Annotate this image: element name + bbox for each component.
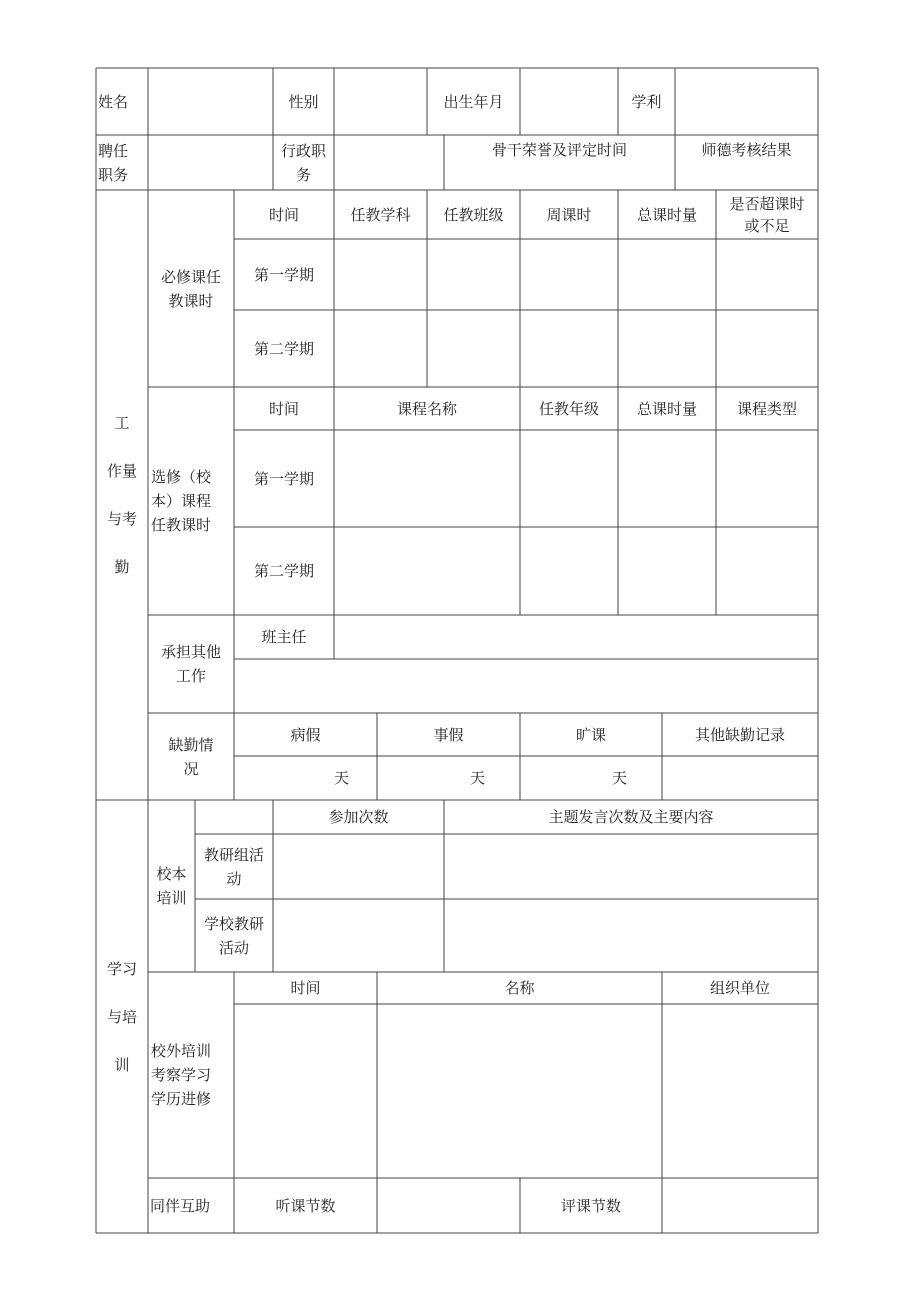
other-work-label: 承担其他 工作 [160, 643, 221, 685]
absence-header-truancy: 旷课 [575, 725, 606, 744]
head-teacher-value-cell[interactable] [335, 616, 817, 658]
gender-label: 性别 [288, 92, 319, 111]
post-value-cell[interactable] [149, 136, 272, 189]
required-row-term2: 第二学期 [253, 339, 314, 358]
subject-value-cell[interactable] [676, 69, 817, 134]
required-header-overtime: 是否超课时 或不足 [729, 194, 805, 235]
elective-header-time: 时间 [268, 399, 299, 418]
subject-label: 学利 [631, 92, 662, 111]
elective-header-total: 总课时量 [636, 399, 697, 418]
honor-label: 骨干荣誉及评定时间 [491, 141, 627, 159]
school-header-content: 主题发言次数及主要内容 [548, 808, 714, 826]
school-row-group: 教研组活 动 [203, 845, 264, 888]
required-row-term1: 第一学期 [253, 265, 314, 284]
name-value-cell[interactable] [149, 69, 272, 134]
external-training-label: 校外培训 考察学习 学历进修 [151, 1042, 212, 1108]
elective-course-label: 选修（校 本）课程 任教课时 [151, 468, 212, 534]
peer-label: 同伴互助 [150, 1196, 211, 1215]
gender-value-cell[interactable] [335, 69, 426, 134]
school-row-research: 学校教研 活动 [203, 914, 264, 957]
listen-count-value-cell[interactable] [378, 1179, 519, 1232]
required-header-time: 时间 [268, 205, 299, 224]
elective-header-grade: 任教年级 [538, 399, 599, 418]
sick-days-unit: 天 [334, 769, 350, 787]
review-count-value-cell[interactable] [663, 1179, 817, 1232]
admin-value-cell[interactable] [335, 136, 443, 189]
listen-count-label: 听课节数 [275, 1196, 336, 1215]
truancy-days-unit: 天 [612, 769, 628, 787]
required-course-label: 必修课任 教课时 [160, 267, 221, 310]
required-header-subject: 任教学科 [350, 205, 411, 224]
personal-days-unit: 天 [470, 769, 486, 787]
elective-header-course: 课程名称 [396, 399, 457, 418]
head-teacher-label: 班主任 [261, 628, 307, 646]
school-header-count: 参加次数 [328, 808, 389, 826]
elective-row-term2: 第二学期 [253, 562, 314, 580]
birth-value-cell[interactable] [521, 69, 617, 134]
study-section-label: 学习 与培 训 [106, 959, 137, 1074]
absence-header-personal: 事假 [433, 725, 464, 744]
absence-label: 缺勤情 况 [168, 735, 214, 778]
external-header-time: 时间 [290, 979, 321, 997]
ethics-label: 师德考核结果 [701, 141, 792, 159]
name-label: 姓名 [98, 92, 129, 111]
external-header-org: 组织单位 [709, 979, 770, 997]
admin-label: 行政职 务 [280, 141, 326, 184]
required-header-class: 任教班级 [443, 205, 504, 224]
absence-header-sick: 病假 [290, 725, 321, 744]
workload-section-label: 工 作量 与考 勤 [106, 414, 137, 576]
review-count-label: 评课节数 [560, 1196, 621, 1215]
external-header-name: 名称 [504, 979, 535, 997]
required-header-weekly: 周课时 [546, 205, 592, 224]
other-work-value-cell[interactable] [235, 660, 817, 712]
birth-label: 出生年月 [443, 92, 504, 111]
absence-header-other: 其他缺勤记录 [694, 725, 785, 744]
school-training-label: 校本 培训 [156, 865, 187, 907]
post-label: 聘任 职务 [98, 141, 129, 184]
elective-header-type: 课程类型 [736, 399, 797, 418]
elective-row-term1: 第一学期 [253, 469, 314, 488]
required-header-total: 总课时量 [636, 205, 697, 224]
